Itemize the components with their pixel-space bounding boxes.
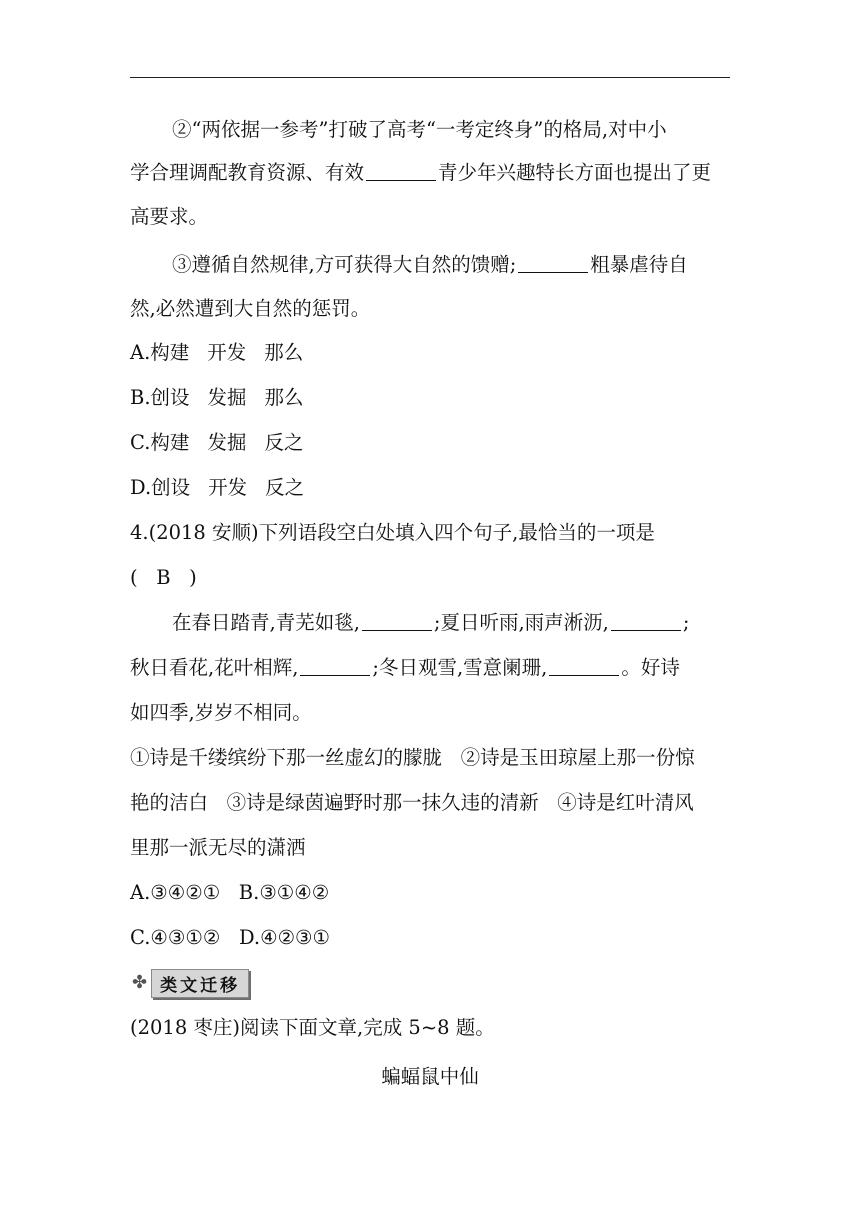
article-title: 蝙蝠鼠中仙: [381, 1065, 479, 1088]
fill-blank: [362, 612, 432, 631]
option-word: 那么: [264, 341, 304, 364]
option-word: 开发: [208, 476, 248, 499]
fill-blank: [300, 657, 370, 676]
text-segment: 粗暴虐待自: [590, 253, 688, 276]
q3-option-b: [130, 383, 740, 413]
text-segment: 学合理调配教育资源、有效: [130, 161, 365, 184]
q4-answer: ( B ): [130, 566, 197, 589]
q4-options-line1: A.③④②① B.③①④②: [130, 881, 330, 904]
option-word: 开发: [207, 341, 247, 364]
q4-para-line1: [172, 608, 742, 638]
option-letter: D.创设: [130, 476, 191, 499]
q3-option-c: [130, 428, 740, 458]
q3-item3-line2: 然,必然遭到大自然的惩罚。: [130, 297, 371, 320]
q3-item2-line1: ②“两依据一参考”打破了高考“一考定终身”的格局,对中小: [172, 118, 667, 141]
q4-para-line3: 如四季,岁岁不相同。: [130, 701, 312, 724]
text-segment: ;夏日听雨,雨声淅沥,: [433, 611, 609, 634]
q4-sentences-line1: ①诗是千缕缤纷下那一丝虚幻的朦胧 ②诗是玉田琼屋上那一份惊: [130, 746, 695, 769]
q4-sentences-line3: 里那一派无尽的潇洒: [130, 836, 306, 859]
fill-blank: [366, 162, 436, 181]
option-word: 发掘: [207, 386, 247, 409]
q3-item2-line3: 高要求。: [130, 205, 209, 228]
q3-item3-line1: [172, 250, 742, 280]
q3-option-a: [130, 338, 740, 368]
option-word: 那么: [264, 386, 304, 409]
q4-para-line2: [130, 653, 740, 683]
section-badge: 类文迁移: [151, 969, 249, 998]
fill-blank: [611, 612, 681, 631]
q4-sentences-line2: 艳的洁白 ③诗是绿茵遍野时那一抹久违的清新 ④诗是红叶清风: [130, 791, 694, 814]
text-segment: ;: [682, 611, 690, 634]
header-rule: [130, 77, 730, 78]
section-heading: [132, 968, 249, 998]
fill-blank: [549, 657, 619, 676]
section-intro: (2018 枣庄)阅读下面文章,完成 5~8 题。: [130, 1016, 495, 1039]
option-word: 发掘: [207, 431, 247, 454]
q4-options-line2: C.④③①② D.④②③①: [130, 926, 331, 949]
option-letter: B.创设: [130, 386, 190, 409]
option-letter: A.构建: [130, 341, 190, 364]
option-word: 反之: [264, 431, 304, 454]
text-segment: 在春日踏青,青芜如毯,: [172, 611, 360, 634]
text-segment: ③遵循自然规律,方可获得大自然的馈赠;: [172, 253, 517, 276]
text-segment: 。好诗: [621, 656, 680, 679]
q3-item2-line2: [130, 158, 740, 188]
text-segment: 青少年兴趣特长方面也提出了更: [438, 161, 712, 184]
option-word: 反之: [265, 476, 305, 499]
q3-option-d: [130, 473, 740, 503]
fill-blank: [518, 254, 588, 273]
text-segment: ;冬日观雪,雪意阑珊,: [372, 656, 548, 679]
q4-stem: 4.(2018 安顺)下列语段空白处填入四个句子,最恰当的一项是: [130, 521, 655, 544]
text-segment: 秋日看花,花叶相辉,: [130, 656, 299, 679]
flower-icon: ✤: [132, 972, 148, 993]
option-letter: C.构建: [130, 431, 190, 454]
